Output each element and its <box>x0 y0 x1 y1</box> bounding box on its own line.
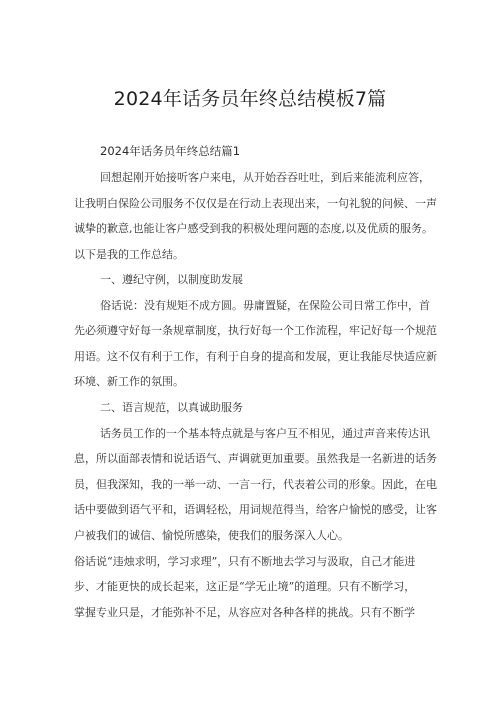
subheading: 二、语言规范，以真诚助服务 <box>100 401 243 414</box>
section-heading: 2024年话务员年终总结篇1 <box>100 144 241 158</box>
document-title: 2024年话务员年终总结模板7篇 <box>113 88 387 110</box>
paragraph-line: 息，所以面部表情和说话语气、声调就更加重要。虽然我是一名新进的话务 <box>74 452 437 465</box>
paragraph-line: 户被我们的诚信、愉悦所感染，使我们的服务深入人心。 <box>74 529 349 542</box>
paragraph-line: 先必须遵守好每一条规章制度，执行好每一个工作流程，牢记好每一个规范 <box>74 324 437 337</box>
paragraph-line: 步、才能更快的成长起来，这正是“学无止境”的道理。只有不断学习， <box>74 580 416 593</box>
paragraph-line: 诚挚的歉意,也能让客户感受到我的积极处理问题的态度,以及优质的服务。 <box>74 222 433 235</box>
paragraph-line: 俗话说“违烛求明，学习求理”，只有不断地去学习与汲取，自己才能进 <box>74 555 416 568</box>
paragraph-line: 回想起刚开始接听客户来电，从开始吞吞吐吐，到后来能流利应答， <box>100 171 430 184</box>
paragraph-line: 用语。这不仅有利于工作，有利于自身的提高和发展，更让我能尽快适应新 <box>74 350 437 363</box>
paragraph-line: 员，但我深知，我的一举一动、一言一行，代表着公司的形象。因此，在电 <box>74 478 437 491</box>
paragraph-line: 让我明白保险公司服务不仅仅是在行动上表现出来，一句礼貌的问候、一声 <box>74 197 437 210</box>
paragraph-line: 话中要做到语气平和，语调轻松，用词规范得当，给客户愉悦的感受，让客 <box>74 503 437 516</box>
paragraph-line: 环境、新工作的氛围。 <box>74 375 184 388</box>
paragraph-line: 俗话说：没有规矩不成方圆。毋庸置疑，在保险公司日常工作中，首 <box>100 299 430 312</box>
paragraph-line: 以下是我的工作总结。 <box>74 248 184 261</box>
paragraph-line: 掌握专业只是，才能弥补不足，从容应对各种各样的挑战。只有不断学 <box>74 606 415 619</box>
subheading: 一、遵纪守例，以制度助发展 <box>100 273 243 286</box>
paragraph-line: 话务员工作的一个基本特点就是与客户互不相见，通过声音来传达讯 <box>100 427 430 440</box>
